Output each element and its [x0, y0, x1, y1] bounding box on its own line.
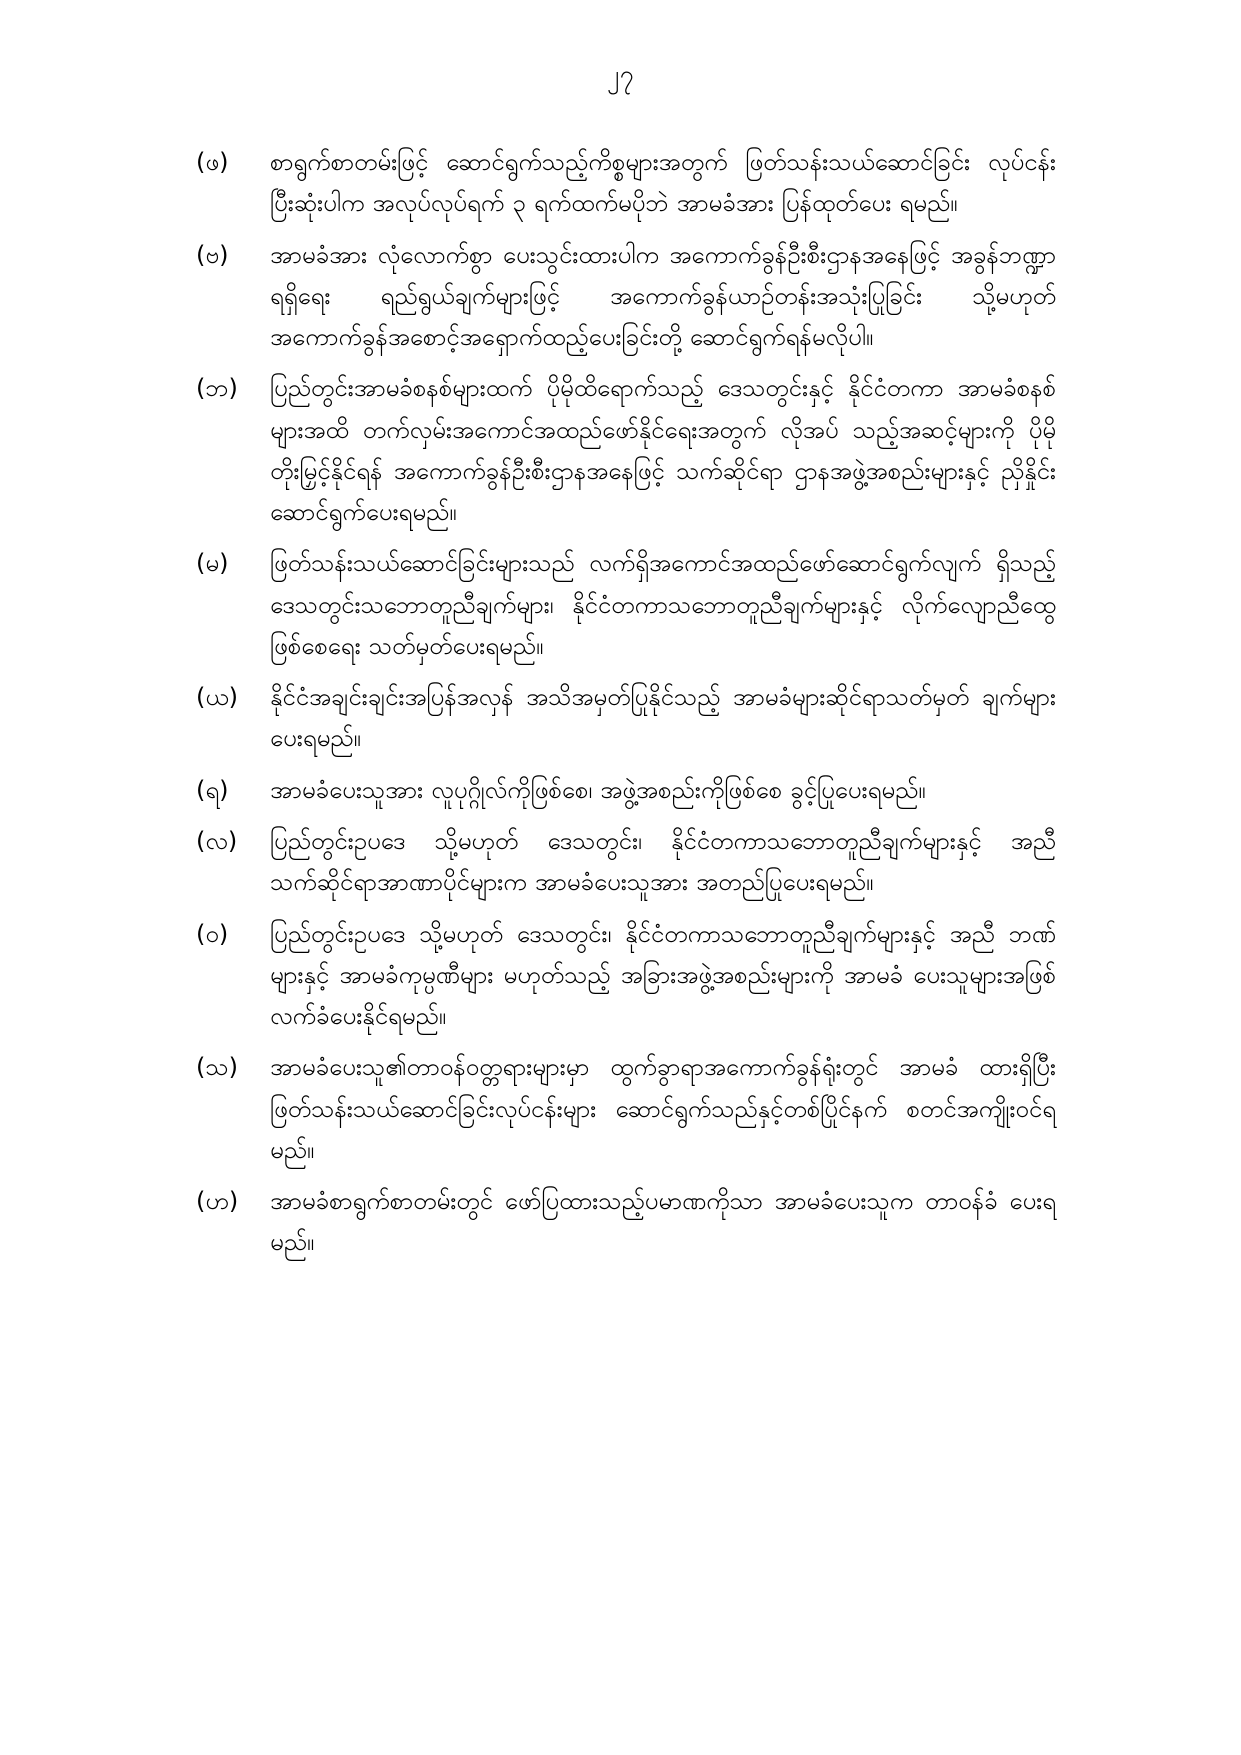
list-item-marker: (ရ) — [196, 775, 229, 804]
page-number: ၂၇ — [606, 60, 635, 89]
list-item — [196, 914, 1056, 1038]
list-item-text: အာမခံစာရွက်စာတမ်းတွင် ဖော်ပြထားသည့်ပမာဏကိုသာ အာမခံပေးသူက တာဝန်ခံ ပေးရမည်။ — [270, 1187, 1056, 1257]
list-item-text: နိုင်ငံအချင်းချင်းအပြန်အလှန် အသိအမှတ်ပြုနိုင်သည့် အာမခံများဆိုင်ရာသတ်မှတ် ချက်များပေးရမည်။ — [270, 683, 1056, 753]
list-item — [196, 142, 1056, 225]
list-item-text: အာမခံအား လုံလောက်စွာ ပေးသွင်းထားပါက အကောက်ခွန်ဦးစီးဌာနအနေဖြင့် အခွန်ဘဏ္ဍာရရှိရေး ရည်ရွယ်ချက်များဖြင့် အကောက်ခွန်ယာဉ်တန်းအသုံးပြုခြင်း သို့မဟုတ် အကောက်ခွန်အစောင့်အရှောက်ထည့်ပေးခြင်းတို့ ဆောင်ရွက်ရန်မလိုပါ။ — [270, 240, 1056, 352]
list-item — [196, 235, 1056, 359]
list-item-marker: (ဗ) — [196, 240, 229, 269]
list-item — [196, 1181, 1056, 1264]
list-item — [196, 677, 1056, 760]
list-item-marker: (သ) — [196, 1053, 238, 1082]
list-item-text: ဖြတ်သန်းသယ်ဆောင်ခြင်းများသည် လက်ရှိအကောင်အထည်ဖော်ဆောင်ရွက်လျက် ရှိသည့် ဒေသတွင်းသဘောတူညီချက်များ၊ နိုင်ငံတကာသဘောတူညီချက်များနှင့် လိုက်လျောညီထွေဖြစ်စေရေး သတ်မှတ်ပေးရမည်။ — [270, 549, 1056, 660]
list-item-marker: (ဖ) — [196, 148, 229, 176]
list-item-marker: (ဘ) — [196, 374, 238, 403]
list-item-text: ပြည်တွင်းဥပဒေ သို့မဟုတ် ဒေသတွင်း၊ နိုင်ငံတကာသဘောတူညီချက်များနှင့် အညီ ဘဏ်များနှင့် အာမခံကုမ္ပဏီများ မဟုတ်သည့် အခြားအဖွဲ့အစည်းများကို အာမခံ ပေးသူများအဖြစ် လက်ခံပေးနိုင်ရမည်။ — [270, 919, 1056, 1031]
list-item-marker: (လ) — [196, 826, 238, 855]
list-item — [196, 543, 1056, 667]
document-body — [196, 142, 1056, 1274]
list-item-text: ပြည်တွင်းအာမခံစနစ်များထက် ပိုမိုထိရောက်သည့် ဒေသတွင်းနှင့် နိုင်ငံတကာ အာမခံစနစ်များအထိ တက်လှမ်းအကောင်အထည်ဖော်နိုင်ရေးအတွက် လိုအပ် သည့်အဆင့်များကို ပိုမိုတိုးမြှင့်နိုင်ရန် အကောက်ခွန်ဦးစီးဌာနအနေဖြင့် သက်ဆိုင်ရာ ဌာနအဖွဲ့အစည်းများနှင့် ညှိနှိုင်းဆောင်ရွက်ပေးရမည်။ — [270, 374, 1056, 527]
list-item — [196, 821, 1056, 904]
list-item — [196, 1047, 1056, 1171]
list-item-marker: (ဟ) — [196, 1187, 239, 1216]
list-item — [196, 770, 1056, 811]
list-item-text: အာမခံပေးသူအား လူပုဂ္ဂိုလ်ကိုဖြစ်စေ၊ အဖွဲ့အစည်းကိုဖြစ်စေ ခွင့်ပြုပေးရမည်။ — [270, 775, 926, 804]
list-item-marker: (ဝ) — [196, 919, 229, 948]
list-item-marker: (မ) — [196, 549, 229, 578]
list-item-text: ပြည်တွင်းဥပဒေ သို့မဟုတ် ဒေသတွင်း၊ နိုင်ငံတကာသဘောတူညီချက်များနှင့် အညီ သက်ဆိုင်ရာအာဏာပိုင်များက အာမခံပေးသူအား အတည်ပြုပေးရမည်။ — [270, 826, 1056, 897]
list-item-marker: (ယ) — [196, 683, 239, 712]
list-item — [196, 368, 1056, 533]
list-item-text: စာရွက်စာတမ်းဖြင့် ဆောင်ရွက်သည့်ကိစ္စများအတွက် ဖြတ်သန်းသယ်ဆောင်ခြင်း လုပ်ငန်းပြီးဆုံးပါက အလုပ်လုပ်ရက် ၃ ရက်ထက်မပိုဘဲ အာမခံအား ပြန်ထုတ်ပေး ရမည်။ — [270, 148, 1056, 218]
list-item-text: အာမခံပေးသူ၏တာဝန်ဝတ္တရားများမှာ ထွက်ခွာရာအကောက်ခွန်ရုံးတွင် အာမခံ ထားရှိပြီး ဖြတ်သန်းသယ်ဆောင်ခြင်းလုပ်ငန်းများ ဆောင်ရွက်သည်နှင့်တစ်ပြိုင်နက် စတင်အကျိုးဝင်ရမည်။ — [270, 1053, 1056, 1164]
